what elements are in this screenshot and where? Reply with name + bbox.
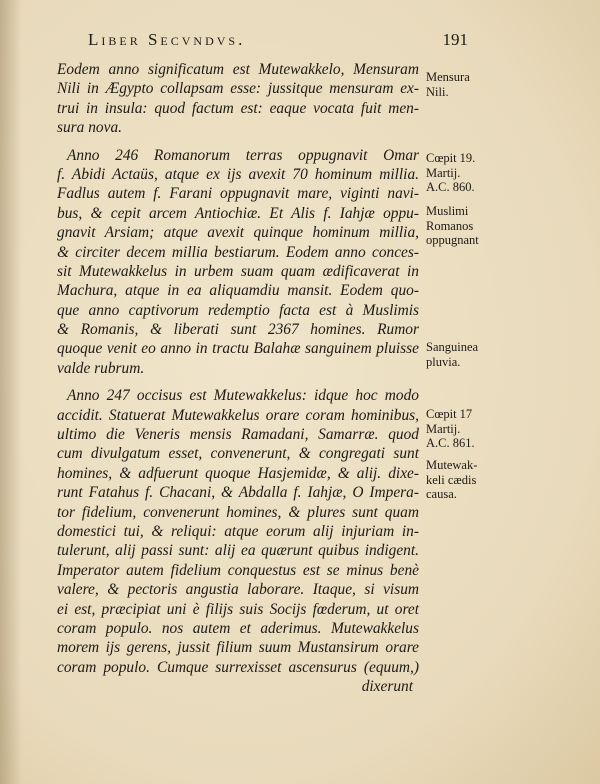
margin-note-date-860 [426, 151, 502, 195]
running-title: Liber Secvndvs. [88, 30, 246, 49]
margin-note-line: A.C. 861. [426, 436, 475, 451]
margin-note-muslimi [426, 204, 502, 248]
margin-note-line: Martij. [426, 421, 461, 436]
text-line: gnavit Arsiam; atque avexit quinque hominum millia, [57, 224, 419, 242]
text-line: Eodem anno significatum est Mutewakkelo, Mensuram [57, 61, 419, 78]
margin-note-line: Muslimi [426, 204, 469, 218]
margin-note-mensura [426, 70, 502, 99]
text-line: valde rubrum. [57, 359, 145, 377]
text-line: valere, & pectoris angustia laborare. Itaque, si visum [57, 581, 419, 599]
text-line: que anno captivorum redemptio facta est à Muslimis [57, 301, 419, 319]
margin-note-line: keli cædis [426, 472, 477, 487]
text-line: sit Mutewakkelus in urbem suam quam ædificaverat in [57, 262, 419, 280]
margin-note-line: A.C. 860. [426, 180, 475, 195]
text-line: Anno 246 Romanorum terras oppugnavit Omar [67, 146, 419, 164]
text-line: Anno 247 occisus est Mutewakkelus: idque hoc modo [67, 387, 419, 405]
page-number: 191 [442, 30, 468, 49]
text-line: domestici tui, & reliqui: atque eorum alij injuriam in- [57, 522, 419, 540]
text-line: Fadlus autem f. Farani oppugnavit mare, viginti navi- [57, 185, 419, 203]
margin-note-sanguinea [426, 340, 502, 369]
text-line: f. Abidi Actaüs, atque ex ijs avexit 70 hominum millia. [57, 165, 419, 183]
text-line: trui in insula: quod factum est: eaque vocata fuit men- [57, 99, 419, 117]
text-line: homines, & adfuerunt quoque Hasjemidæ, & alij. dixe- [57, 464, 419, 482]
margin-note-line: causa. [426, 487, 457, 502]
text-line: bus, & cepit arcem Antiochiæ. Et Alis f. Iahjæ oppu- [57, 204, 419, 222]
text-line: Nili in Ægypto collapsam esse: jussitque mensuram ex- [57, 80, 419, 98]
margin-note-line: pluvia. [426, 354, 461, 369]
text-line: ei est, præcipiat uni è filijs suis Socijs fœderum, ut oret [57, 600, 419, 618]
margin-note-line: Martij. [426, 165, 461, 180]
text-line: cum divulgatum esset, convenerunt, & congregati sunt [57, 445, 419, 463]
text-line: ultimo die Veneris mensis Ramadani, Samarræ. quod [57, 426, 419, 444]
text-line: sura nova. [57, 119, 122, 137]
margin-note-line: Romanos [426, 218, 474, 233]
margin-note-date-861 [426, 407, 502, 451]
text-line: & circiter decem millia bestiarum. Eodem anno conces- [57, 243, 419, 261]
margin-note-line: Mensura [426, 70, 470, 84]
text-line: morem ijs gerens, jussit filium suum Mustansirum orare [57, 639, 419, 657]
text-line: tor fidelium, convenerunt homines, & plures sunt quam [57, 503, 419, 521]
margin-note-line: Mutewak- [426, 458, 478, 472]
text-line: Imperator autem fidelium conquestus est se minus benè [57, 561, 419, 579]
margin-note-line: oppugnant [426, 233, 479, 248]
text-line: quoque venit eo anno in tractu Balahæ sanguinem pluisse [57, 340, 419, 358]
margin-note-line: Sanguinea [426, 340, 479, 354]
catchword: dixerunt [361, 678, 413, 696]
text-line: accidit. Statuerat Mutewakkelus orare coram hominibus, [57, 406, 419, 424]
page-header [88, 30, 468, 50]
text-line: coram populo. Cumque surrexisset ascensurus (equum,) [57, 658, 419, 676]
text-line: coram populo. nos autem et aderimus. Mutewakkelus [57, 619, 419, 637]
margin-note-line: Cœpit 19. [426, 151, 476, 165]
text-line: Machura, atque in ea aliquamdiu mansit. Eodem quo- [57, 282, 419, 300]
margin-note-line: Nili. [426, 84, 449, 99]
main-text [57, 60, 419, 697]
text-line: & Romanis, & liberati sunt 2367 homines. Rumor [57, 321, 419, 339]
binding-shadow [0, 0, 22, 784]
text-line: runt Fatahus f. Chacani, & Abdalla f. Iahjæ, O Impera- [57, 484, 419, 502]
text-line: tulerunt, alij passi sunt: alij ea quærunt quibus indigent. [57, 542, 419, 560]
margin-note-line: Cœpit 17 [426, 407, 473, 421]
margin-note-caedis [426, 458, 502, 502]
